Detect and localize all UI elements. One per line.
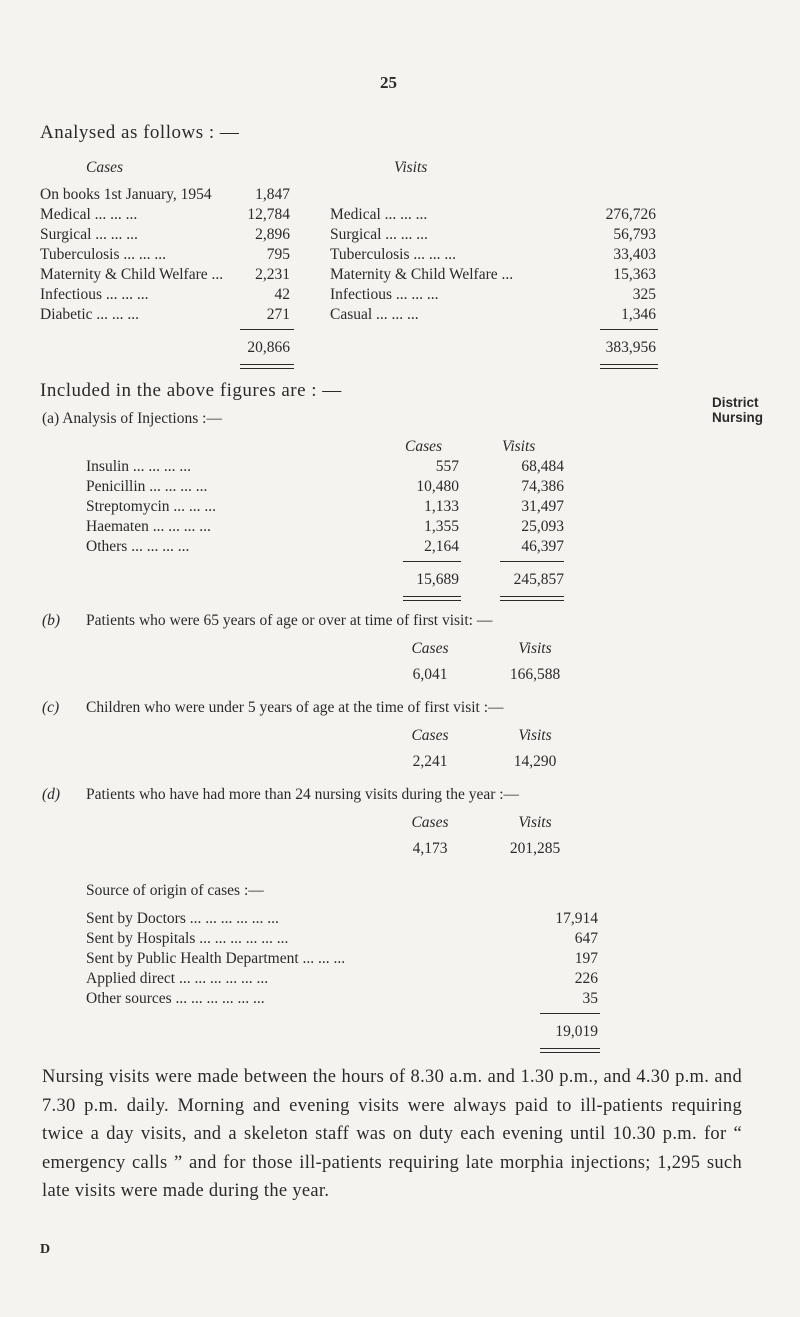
cases-sum-rule <box>240 329 294 330</box>
visits-row-label: Tuberculosis ... ... ... <box>330 246 457 263</box>
source-row-label: Sent by Doctors ... ... ... ... ... ... <box>86 910 279 927</box>
visits-row-value: 56,793 <box>613 226 656 243</box>
cases-row-label: Medical ... ... ... <box>40 206 138 223</box>
source-row-value: 647 <box>574 930 598 947</box>
cases-row-value: 2,231 <box>255 266 290 283</box>
source-total: 19,019 <box>555 1023 598 1040</box>
section-visits-header: Visits <box>518 727 552 744</box>
source-sum-rule <box>540 1013 600 1014</box>
injection-row-label: Haematen ... ... ... ... <box>86 518 211 535</box>
injection-row-label: Streptomycin ... ... ... <box>86 498 217 515</box>
injection-row-cases: 1,133 <box>424 498 459 515</box>
source-row-value: 17,914 <box>555 910 598 927</box>
visits-total: 383,956 <box>605 339 656 356</box>
visits-row-value: 33,403 <box>613 246 656 263</box>
side-note-line: Nursing <box>712 410 764 425</box>
section-cases-value: 6,041 <box>412 666 448 683</box>
source-title: Source of origin of cases :— <box>86 882 264 899</box>
visits-row-label: Infectious ... ... ... <box>330 286 439 303</box>
visits-row-value: 325 <box>632 286 656 303</box>
section-visits-header: Visits <box>518 640 552 657</box>
injections-visits-double-rule <box>500 596 564 601</box>
visits-row-value: 1,346 <box>621 306 656 323</box>
section-cases-header: Cases <box>411 727 449 744</box>
visits-row-label: Maternity & Child Welfare ... <box>330 266 514 283</box>
section-visits-header: Visits <box>518 814 552 831</box>
nursing-hours-paragraph <box>42 1063 742 1206</box>
injection-row-visits: 31,497 <box>521 498 564 515</box>
visits-row-value: 276,726 <box>605 206 656 223</box>
source-row-value: 226 <box>574 970 598 987</box>
source-row-value: 197 <box>574 950 598 967</box>
injections-title: (a) Analysis of Injections :— <box>42 410 222 427</box>
injection-row-cases: 557 <box>435 458 459 475</box>
section-letter: (d) <box>42 786 61 803</box>
page-number: 25 <box>380 73 397 92</box>
signature-mark: D <box>40 1242 51 1257</box>
visits-row-label: Medical ... ... ... <box>330 206 428 223</box>
injections-total-cases: 15,689 <box>416 571 459 588</box>
cases-row-label: On books 1st January, 1954 <box>40 186 212 203</box>
source-row-value: 35 <box>582 990 598 1007</box>
paragraph-text: Nursing visits were made between the hours of 8.30 a.m. and 1.30 p.m., and 4.30 p.m. and 7.30 p.m. daily. Morning and evening visits were always paid to ill-patients requiring twice a day visits, and a skeleton staff was on duty each evening until 10.30 p.m. for “ emergency calls ” and for those ill-patients requiring late morphia injections; 1,295 such late visits were made during the year. <box>42 1067 742 1201</box>
cases-row-label: Maternity & Child Welfare ... <box>40 266 224 283</box>
injections-visits-header: Visits <box>502 438 536 455</box>
visits-column-header: Visits <box>394 159 428 176</box>
cases-row-value: 795 <box>266 246 290 263</box>
section-text: Patients who were 65 years of age or over at time of first visit: — <box>86 612 493 629</box>
visits-row-label: Surgical ... ... ... <box>330 226 428 243</box>
injections-total-visits: 245,857 <box>513 571 564 588</box>
section-visits-value: 201,285 <box>509 840 561 857</box>
injection-row-label: Penicillin ... ... ... ... <box>86 478 208 495</box>
injections-cases-header: Cases <box>405 438 443 455</box>
source-row-label: Sent by Hospitals ... ... ... ... ... ... <box>86 930 289 947</box>
injections-visits-rule <box>500 561 564 562</box>
cases-row-label: Surgical ... ... ... <box>40 226 138 243</box>
injection-row-label: Others ... ... ... ... <box>86 538 190 555</box>
cases-row-value: 2,896 <box>255 226 290 243</box>
section-letter: (c) <box>42 699 60 716</box>
side-note-line: District <box>712 395 759 410</box>
section-cases-header: Cases <box>411 640 449 657</box>
source-row-label: Other sources ... ... ... ... ... ... <box>86 990 265 1007</box>
cases-row-label: Infectious ... ... ... <box>40 286 149 303</box>
section-cases-value: 4,173 <box>412 840 448 857</box>
injection-row-cases: 1,355 <box>424 518 459 535</box>
section-cases-header: Cases <box>411 814 449 831</box>
source-row-label: Sent by Public Health Department ... ... ... <box>86 950 346 967</box>
cases-row-value: 12,784 <box>247 206 290 223</box>
cases-total-double-rule <box>240 364 294 369</box>
cases-total: 20,866 <box>247 339 290 356</box>
cases-row-label: Tuberculosis ... ... ... <box>40 246 167 263</box>
visits-total-double-rule <box>600 364 658 369</box>
injections-cases-double-rule <box>403 596 461 601</box>
analysis-heading: Analysed as follows : — <box>40 122 240 143</box>
visits-row-label: Casual ... ... ... <box>330 306 419 323</box>
section-visits-value: 166,588 <box>509 666 561 683</box>
injection-row-visits: 74,386 <box>521 478 564 495</box>
visits-row-value: 15,363 <box>613 266 656 283</box>
cases-column-header: Cases <box>86 159 124 176</box>
section-cases-value: 2,241 <box>412 753 448 770</box>
injection-row-visits: 46,397 <box>521 538 564 555</box>
injection-row-visits: 25,093 <box>521 518 564 535</box>
injection-row-label: Insulin ... ... ... ... <box>86 458 192 475</box>
section-letter: (b) <box>42 612 61 629</box>
source-total-double-rule <box>540 1048 600 1053</box>
section-text: Patients who have had more than 24 nursing visits during the year :— <box>86 786 520 803</box>
side-note <box>712 395 763 425</box>
injection-row-cases: 10,480 <box>416 478 459 495</box>
section-text: Children who were under 5 years of age at the time of first visit :— <box>86 699 504 716</box>
section-visits-value: 14,290 <box>513 753 557 770</box>
visits-sum-rule <box>600 329 658 330</box>
injections-cases-rule <box>403 561 461 562</box>
cases-row-value: 1,847 <box>255 186 290 203</box>
injection-row-visits: 68,484 <box>521 458 564 475</box>
included-heading: Included in the above figures are : — <box>40 380 342 401</box>
cases-row-value: 42 <box>274 286 290 303</box>
injection-row-cases: 2,164 <box>424 538 459 555</box>
source-row-label: Applied direct ... ... ... ... ... ... <box>86 970 269 987</box>
cases-row-value: 271 <box>266 306 290 323</box>
cases-row-label: Diabetic ... ... ... <box>40 306 140 323</box>
